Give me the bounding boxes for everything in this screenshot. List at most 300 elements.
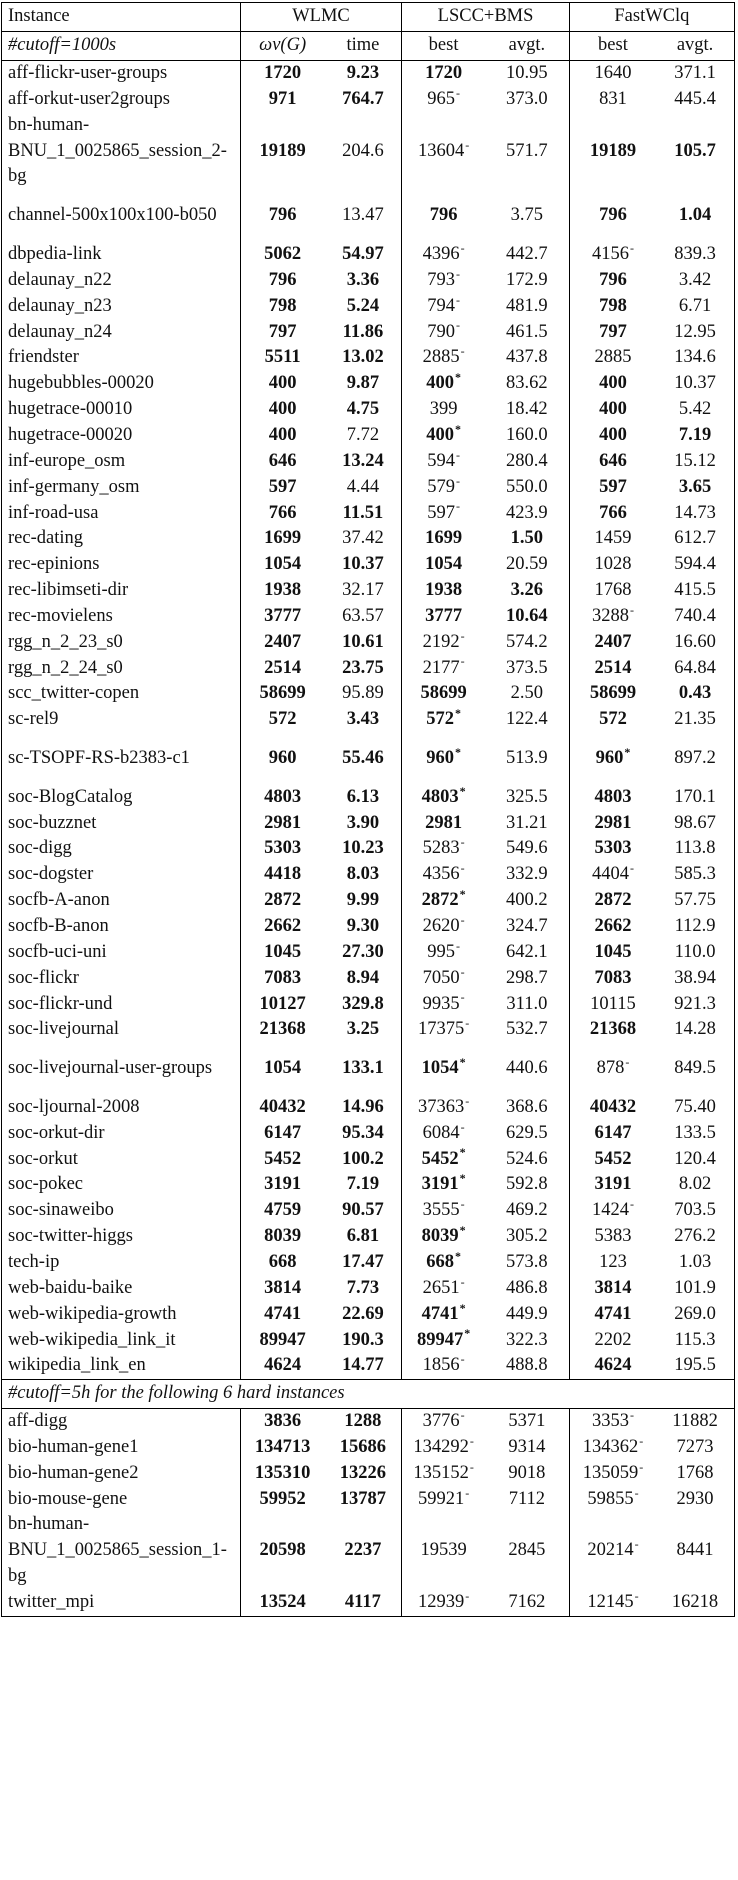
table-row: [2, 1409, 735, 1435]
lscc-avgt-value: 322.3: [506, 1329, 548, 1350]
table-row: [2, 940, 735, 966]
fastwclq-best-value: 123: [599, 1251, 627, 1272]
lscc-avgt-value: 7112: [508, 1488, 546, 1509]
lscc-avgt-value: 2845: [508, 1540, 546, 1561]
instance-name-value: bio-human-gene2: [8, 1462, 139, 1483]
table-row: [2, 862, 735, 888]
wlmc-weight: [240, 862, 324, 888]
lscc-best-value: 4356: [422, 864, 460, 885]
fastwclq-best-marker: -: [625, 1055, 630, 1069]
lscc-avgt: [485, 475, 569, 501]
lscc-best: [402, 294, 485, 320]
wlmc-time-value: 100.2: [342, 1148, 384, 1169]
wlmc-time: [325, 1095, 402, 1121]
wlmc-time: [325, 1409, 402, 1435]
wlmc-time-value: 764.7: [342, 89, 384, 110]
table-row: [2, 1017, 735, 1043]
lscc-avgt-value: 373.5: [506, 657, 548, 678]
lscc-avgt-value: 481.9: [506, 295, 548, 316]
wlmc-time-value: 23.75: [342, 657, 384, 678]
wlmc-time: [325, 87, 402, 113]
instance-name-value: soc-dogster: [8, 864, 94, 885]
fastwclq-best: [569, 1146, 656, 1172]
wlmc-weight: [240, 113, 324, 191]
lscc-avgt-value: 20.59: [506, 554, 548, 575]
wlmc-weight-value: 7083: [264, 967, 302, 988]
lscc-avgt-value: 486.8: [506, 1277, 548, 1298]
wlmc-time: [325, 1198, 402, 1224]
fastwclq-best: [569, 810, 656, 836]
wlmc-time: [325, 1487, 402, 1513]
wlmc-weight-value: 3814: [264, 1277, 302, 1298]
wlmc-time-value: 11.51: [342, 502, 384, 523]
wlmc-time: [325, 810, 402, 836]
lscc-best: [402, 1250, 485, 1276]
fastwclq-avgt: [656, 578, 734, 604]
wlmc-time-value: 9.99: [346, 890, 380, 911]
wlmc-weight: [240, 578, 324, 604]
fastwclq-best-value: 4741: [594, 1303, 632, 1324]
fastwclq-avgt-value: 113.8: [674, 838, 716, 859]
lscc-best-value: 4803: [421, 786, 459, 807]
fastwclq-best-value: 4624: [594, 1355, 632, 1376]
lscc-best-value: 6084: [422, 1122, 460, 1143]
instance-name: [2, 1512, 241, 1590]
instance-name-value: rec-dating: [8, 528, 83, 549]
wlmc-weight-value: 797: [268, 321, 297, 342]
lscc-avgt-value: 172.9: [506, 269, 548, 290]
lscc-best-value: 793: [427, 269, 455, 290]
wlmc-weight-value: 5062: [264, 244, 302, 265]
wlmc-weight: [240, 1590, 324, 1616]
wlmc-weight-value: 2407: [264, 631, 302, 652]
lscc-avgt-value: 325.5: [506, 786, 548, 807]
lscc-avgt: [485, 113, 569, 191]
instance-name: [2, 1302, 241, 1328]
lscc-avgt: [485, 345, 569, 371]
lscc-best: [402, 1327, 485, 1353]
instance-name: [2, 1327, 241, 1353]
fastwclq-best-value: 5383: [594, 1226, 632, 1247]
lscc-best: [402, 1043, 485, 1095]
fastwclq-best: [569, 1276, 656, 1302]
lscc-avgt: [485, 914, 569, 940]
lscc-avgt: [485, 1590, 569, 1616]
fastwclq-best-value: 40432: [589, 1096, 637, 1117]
fastwclq-best-value: 960: [595, 748, 624, 769]
lscc-best-value: 960: [426, 748, 454, 769]
fastwclq-avgt: [656, 1327, 734, 1353]
table-row: [2, 268, 735, 294]
instance-name-value: friendster: [8, 347, 79, 368]
lscc-best-value: 796: [429, 205, 458, 226]
fastwclq-best: [569, 1409, 656, 1435]
lscc-best-value: 2177: [422, 657, 460, 678]
lscc-best-value: 1938: [425, 580, 463, 601]
wlmc-time-value: 9.30: [346, 916, 380, 937]
lscc-best: [402, 940, 485, 966]
instance-name-value: tech-ip: [8, 1251, 60, 1272]
table-row: [2, 552, 735, 578]
fastwclq-best-value: 6147: [594, 1122, 632, 1143]
lscc-avgt: [485, 707, 569, 733]
table-row: [2, 449, 735, 475]
fastwclq-avgt-value: 5.42: [678, 399, 712, 420]
fastwclq-best-value: 400: [599, 424, 627, 445]
fastwclq-avgt: [656, 113, 734, 191]
table-row: [2, 1327, 735, 1353]
lscc-best-marker: -: [455, 267, 460, 281]
header-wlmc: WLMC: [240, 3, 402, 32]
fastwclq-avgt-value: 11882: [672, 1411, 718, 1432]
lscc-avgt-value: 461.5: [506, 321, 548, 342]
wlmc-weight-value: 3777: [264, 605, 302, 626]
wlmc-weight-value: 971: [268, 89, 297, 110]
instance-name-value: delaunay_n24: [8, 321, 112, 342]
wlmc-time-value: 7.72: [346, 424, 380, 445]
fastwclq-avgt: [656, 1198, 734, 1224]
fastwclq-best-value: 7083: [594, 967, 632, 988]
wlmc-time-value: 10.37: [342, 554, 384, 575]
wlmc-weight: [240, 500, 324, 526]
lscc-best-value: 4741: [421, 1303, 459, 1324]
instance-name-value: bn-human-BNU_1_0025865_session_2-bg: [8, 114, 227, 187]
fastwclq-best: [569, 785, 656, 811]
fastwclq-best: [569, 449, 656, 475]
fastwclq-best: [569, 655, 656, 681]
lscc-best-marker: -: [455, 448, 460, 462]
lscc-avgt: [485, 526, 569, 552]
instance-name: [2, 423, 241, 449]
lscc-best-value: 19539: [420, 1540, 467, 1561]
table-row: [2, 655, 735, 681]
table-row: [2, 113, 735, 191]
fastwclq-avgt-value: 3.42: [678, 269, 712, 290]
wlmc-weight-value: 1938: [264, 580, 302, 601]
fastwclq-best-value: 3191: [594, 1174, 632, 1195]
lscc-best: [402, 397, 485, 423]
fastwclq-avgt-value: 15.12: [674, 450, 716, 471]
fastwclq-best: [569, 1512, 656, 1590]
lscc-avgt: [485, 423, 569, 449]
wlmc-weight: [240, 61, 324, 87]
wlmc-time-value: 27.30: [342, 941, 384, 962]
wlmc-weight-value: 58699: [259, 683, 306, 704]
table-row: [2, 423, 735, 449]
lscc-best-value: 400: [426, 424, 454, 445]
table-row: [2, 1435, 735, 1461]
wlmc-time-value: 22.69: [342, 1303, 384, 1324]
table-row: [2, 1302, 735, 1328]
lscc-avgt: [485, 1435, 569, 1461]
lscc-best-marker: *: [454, 1249, 461, 1263]
table-row: [2, 578, 735, 604]
lscc-best-value: 400: [426, 373, 454, 394]
instance-name-value: aff-flickr-user-groups: [8, 63, 168, 84]
instance-name-value: soc-flickr: [8, 967, 79, 988]
fastwclq-best: [569, 500, 656, 526]
wlmc-time: [325, 862, 402, 888]
lscc-best-marker: -: [460, 965, 465, 979]
lscc-best: [402, 733, 485, 785]
fastwclq-best-value: 1424: [591, 1200, 629, 1221]
wlmc-weight: [240, 1146, 324, 1172]
lscc-best-marker: *: [459, 1223, 466, 1237]
wlmc-weight-value: 400: [268, 399, 297, 420]
lscc-best-value: 12939: [417, 1592, 465, 1613]
wlmc-weight: [240, 1172, 324, 1198]
table-row: [2, 1487, 735, 1513]
fastwclq-avgt: [656, 1146, 734, 1172]
fastwclq-avgt: [656, 268, 734, 294]
wlmc-weight: [240, 1017, 324, 1043]
wlmc-time: [325, 1276, 402, 1302]
wlmc-weight: [240, 1121, 324, 1147]
lscc-best-marker: *: [459, 1172, 466, 1186]
lscc-best: [402, 1302, 485, 1328]
fastwclq-avgt-value: 371.1: [674, 63, 716, 84]
fastwclq-avgt: [656, 500, 734, 526]
fastwclq-avgt: [656, 1172, 734, 1198]
instance-name: [2, 1276, 241, 1302]
lscc-best-marker: -: [460, 1120, 465, 1134]
lscc-best: [402, 1121, 485, 1147]
wlmc-time: [325, 345, 402, 371]
instance-name: [2, 578, 241, 604]
instance-name: [2, 1461, 241, 1487]
wlmc-weight: [240, 190, 324, 242]
instance-name: [2, 785, 241, 811]
instance-name-value: soc-pokec: [8, 1174, 83, 1195]
fastwclq-avgt: [656, 733, 734, 785]
lscc-best: [402, 371, 485, 397]
wlmc-time-value: 8.03: [346, 864, 380, 885]
wlmc-weight-value: 5511: [264, 347, 301, 368]
lscc-avgt: [485, 836, 569, 862]
wlmc-time-value: 13.02: [342, 347, 384, 368]
lscc-best-value: 3777: [425, 605, 463, 626]
lscc-avgt-value: 5371: [508, 1411, 546, 1432]
instance-name: [2, 940, 241, 966]
fastwclq-best: [569, 61, 656, 87]
instance-name-value: inf-germany_osm: [8, 476, 140, 497]
instance-name-value: hugetrace-00010: [8, 399, 133, 420]
fastwclq-best-marker: -: [634, 1589, 639, 1603]
instance-name: [2, 87, 241, 113]
wlmc-time: [325, 1302, 402, 1328]
instance-name: [2, 242, 241, 268]
fastwclq-avgt-value: 612.7: [674, 528, 716, 549]
lscc-avgt: [485, 1250, 569, 1276]
lscc-best: [402, 862, 485, 888]
wlmc-time: [325, 914, 402, 940]
lscc-avgt: [485, 319, 569, 345]
instance-name: [2, 371, 241, 397]
instance-name-value: soc-digg: [8, 838, 72, 859]
fastwclq-best-marker: -: [634, 1486, 639, 1500]
wlmc-time-value: 13226: [339, 1462, 387, 1483]
fastwclq-best-value: 1028: [594, 554, 632, 575]
wlmc-weight-value: 5452: [264, 1148, 302, 1169]
lscc-best: [402, 655, 485, 681]
wlmc-time-value: 4.75: [346, 399, 380, 420]
fastwclq-avgt: [656, 836, 734, 862]
wlmc-time: [325, 423, 402, 449]
fastwclq-avgt-value: 1.04: [678, 205, 712, 226]
fastwclq-avgt: [656, 1276, 734, 1302]
lscc-best-marker: -: [460, 345, 465, 359]
wlmc-weight: [240, 836, 324, 862]
instance-name: [2, 1250, 241, 1276]
lscc-avgt: [485, 1121, 569, 1147]
lscc-avgt-value: 324.7: [506, 916, 548, 937]
fastwclq-best-marker: -: [629, 1198, 634, 1212]
header-cutoff: #cutoff=1000s: [2, 32, 241, 61]
header-omega: ωv(G): [240, 32, 324, 61]
lscc-avgt-value: 298.7: [506, 967, 548, 988]
wlmc-time: [325, 991, 402, 1017]
fastwclq-avgt-value: 7.19: [678, 424, 712, 445]
lscc-best-marker: -: [460, 1198, 465, 1212]
fastwclq-avgt-value: 64.84: [674, 657, 716, 678]
wlmc-time-value: 13787: [339, 1488, 387, 1509]
fastwclq-best: [569, 475, 656, 501]
fastwclq-avgt-value: 10.37: [674, 373, 716, 394]
table-row: [2, 681, 735, 707]
section2-cutoff-note: #cutoff=5h for the following 6 hard instances: [2, 1380, 735, 1409]
lscc-best-marker: -: [460, 862, 465, 876]
fastwclq-best-value: 2514: [594, 657, 632, 678]
lscc-best-marker: *: [459, 1146, 466, 1160]
lscc-avgt-value: 368.6: [506, 1096, 548, 1117]
lscc-best-marker: -: [465, 1589, 470, 1603]
instance-name: [2, 1043, 241, 1095]
instance-name: [2, 294, 241, 320]
instance-name-value: soc-buzznet: [8, 812, 97, 833]
wlmc-weight-value: 8039: [264, 1226, 302, 1247]
lscc-best-marker: *: [459, 888, 466, 902]
lscc-best-value: 89947: [416, 1329, 464, 1350]
lscc-best-marker: -: [460, 241, 465, 255]
lscc-best: [402, 785, 485, 811]
lscc-best-marker: -: [460, 913, 465, 927]
lscc-best: [402, 707, 485, 733]
lscc-avgt-value: 305.2: [506, 1226, 548, 1247]
header-fast-best: best: [569, 32, 656, 61]
fastwclq-avgt: [656, 1302, 734, 1328]
wlmc-time-value: 4117: [344, 1592, 381, 1613]
lscc-best-value: 3776: [422, 1411, 460, 1432]
fastwclq-best-value: 766: [599, 502, 627, 523]
wlmc-weight-value: 572: [268, 709, 297, 730]
lscc-avgt-value: 629.5: [506, 1122, 548, 1143]
lscc-best-marker: -: [455, 319, 460, 333]
wlmc-weight-value: 2981: [264, 812, 302, 833]
table-row: [2, 242, 735, 268]
lscc-avgt-value: 573.8: [506, 1251, 548, 1272]
lscc-avgt-value: 423.9: [506, 502, 548, 523]
lscc-best-marker: -: [465, 1017, 470, 1031]
wlmc-weight-value: 10127: [259, 993, 306, 1014]
wlmc-time: [325, 1512, 402, 1590]
instance-name: [2, 1409, 241, 1435]
wlmc-time-value: 32.17: [342, 580, 384, 601]
lscc-avgt: [485, 1017, 569, 1043]
fastwclq-best-marker: -: [629, 603, 634, 617]
lscc-avgt-value: 574.2: [506, 631, 548, 652]
lscc-best-value: 4396: [422, 244, 460, 265]
wlmc-weight: [240, 940, 324, 966]
wlmc-time: [325, 1461, 402, 1487]
instance-name-value: web-baidu-baike: [8, 1277, 133, 1298]
fastwclq-best: [569, 319, 656, 345]
lscc-avgt-value: 592.8: [506, 1174, 548, 1195]
wlmc-weight-value: 400: [268, 424, 297, 445]
wlmc-time: [325, 966, 402, 992]
fastwclq-best: [569, 1017, 656, 1043]
lscc-best-marker: *: [459, 1301, 466, 1315]
lscc-best: [402, 1017, 485, 1043]
fastwclq-best-value: 59855: [587, 1488, 634, 1509]
lscc-best-marker: *: [464, 1327, 471, 1341]
fastwclq-best: [569, 423, 656, 449]
lscc-avgt: [485, 371, 569, 397]
lscc-best: [402, 1435, 485, 1461]
instance-name-value: socfb-A-anon: [8, 890, 110, 911]
table-row: [2, 991, 735, 1017]
table-row: [2, 475, 735, 501]
lscc-avgt: [485, 1043, 569, 1095]
table-row: [2, 294, 735, 320]
lscc-avgt-value: 532.7: [506, 1019, 548, 1040]
lscc-avgt-value: 122.4: [506, 709, 548, 730]
instance-name-value: bio-human-gene1: [8, 1437, 139, 1458]
wlmc-time: [325, 836, 402, 862]
fastwclq-avgt: [656, 475, 734, 501]
lscc-avgt: [485, 87, 569, 113]
wlmc-time-value: 13.47: [342, 205, 384, 226]
wlmc-weight: [240, 1327, 324, 1353]
fastwclq-best-value: 5303: [594, 838, 632, 859]
fastwclq-best: [569, 991, 656, 1017]
instance-name: [2, 862, 241, 888]
wlmc-time-value: 17.47: [342, 1251, 384, 1272]
wlmc-weight-value: 59952: [259, 1488, 306, 1509]
wlmc-weight-value: 960: [268, 748, 297, 769]
wlmc-weight: [240, 733, 324, 785]
lscc-best: [402, 836, 485, 862]
fastwclq-best: [569, 526, 656, 552]
lscc-avgt-value: 3.75: [510, 205, 544, 226]
wlmc-weight: [240, 1435, 324, 1461]
fastwclq-avgt-value: 445.4: [674, 89, 716, 110]
lscc-avgt: [485, 810, 569, 836]
fastwclq-best-value: 2981: [594, 812, 632, 833]
fastwclq-avgt-value: 75.40: [674, 1096, 716, 1117]
fastwclq-avgt: [656, 785, 734, 811]
fastwclq-best-value: 4156: [591, 244, 629, 265]
wlmc-time: [325, 294, 402, 320]
lscc-avgt: [485, 1172, 569, 1198]
lscc-best-value: 1856: [422, 1355, 460, 1376]
wlmc-weight-value: 796: [268, 269, 297, 290]
fastwclq-best-value: 1640: [594, 63, 632, 84]
fastwclq-avgt-value: 134.6: [674, 347, 716, 368]
lscc-best-marker: -: [460, 1353, 465, 1367]
wlmc-time-value: 3.43: [346, 709, 380, 730]
fastwclq-avgt-value: 120.4: [674, 1148, 716, 1169]
lscc-best-marker: -: [455, 293, 460, 307]
